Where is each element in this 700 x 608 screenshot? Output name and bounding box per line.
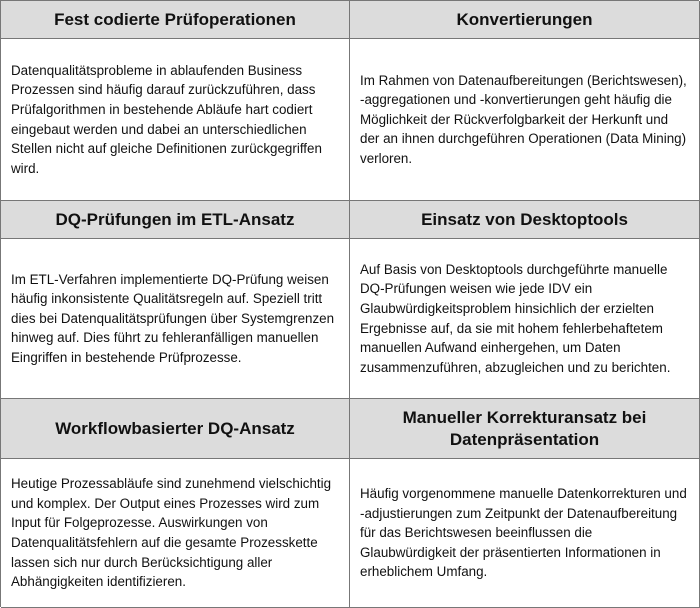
section-title-text: Fest codierte Prüfoperationen xyxy=(54,9,296,29)
section-paragraph: Im Rahmen von Datenaufbereitungen (Berichtswesen), -aggregationen und -konvertierungen geht häufig die Möglichkeit der Rückverfolgbarkeit der Herkunft und der an ihnen durchgeführen Operationen (Data Mining) verloren. xyxy=(360,72,687,166)
section-text-fest-codierte-pruefoperationen xyxy=(1,39,350,201)
section-text-manueller-korrekturansatz xyxy=(350,459,700,608)
section-title-fest-codierte-pruefoperationen xyxy=(1,1,350,39)
section-text-workflowbasiert xyxy=(1,459,350,608)
section-title-manueller-korrekturansatz xyxy=(350,399,700,459)
section-title-text: Konvertierungen xyxy=(456,9,593,29)
section-text-dq-pruefungen-etl xyxy=(1,239,350,399)
section-title-text: Workflowbasierter DQ-Ansatz xyxy=(55,418,295,438)
section-title-text: Einsatz von Desktoptools xyxy=(421,209,628,229)
section-paragraph: Datenqualitätsprobleme in ablaufenden Business Prozessen sind häufig darauf zurückzuführen, dass Prüfalgorithmen in bestehende Abläufe hart codiert eingebaut werden und dabei an unterschiedlichen Stellen nicht auf gleiche Definitionen zurückgegriffen wird. xyxy=(11,62,322,176)
section-title-konvertierungen xyxy=(350,1,700,39)
section-paragraph: Im ETL-Verfahren implementierte DQ-Prüfung weisen häufig inkonsistente Qualitätsregeln auf. Speziell tritt dies bei Datenqualitätsprüfungen über Systemgrenzen hinweg auf. Dies führt zu fehleranfälligen manuellen Eingriffen in bestehende Prüfprozesse. xyxy=(11,271,335,365)
section-text-konvertierungen xyxy=(350,39,700,201)
section-title-text: Manueller Korrekturansatz bei Datenpräsentation xyxy=(402,407,647,449)
section-title-text: DQ-Prüfungen im ETL-Ansatz xyxy=(55,209,295,229)
section-paragraph: Häufig vorgenommene manuelle Datenkorrekturen und -adjustierungen zum Zeitpunkt der Datenaufbereitung für das Berichtswesen beeinflussen die Glaubwürdigkeit der präsentierten Informationen in erheblichem Umfang. xyxy=(360,486,687,580)
section-title-dq-pruefungen-etl xyxy=(1,201,350,239)
section-title-workflowbasiert xyxy=(1,399,350,459)
section-text-desktoptools xyxy=(350,239,700,399)
section-title-desktoptools xyxy=(350,201,700,239)
section-paragraph: Heutige Prozessabläufe sind zunehmend vielschichtig und komplex. Der Output eines Prozesses wird zum Input für Folgeprozesse. Auswirkungen von Datenqualitätsfehlern auf die gesamte Prozesskette lassen sich nur durch Berücksichtigung aller Abhängigkeiten identifizieren. xyxy=(11,476,332,590)
section-paragraph: Auf Basis von Desktoptools durchgeführte manuelle DQ-Prüfungen weisen wie jede IDV ein Glaubwürdigkeitsproblem hinsichlich der erzielten Ergebnisse auf, da sie mit hohem fehlerbehaftetem manuellen Aufwand einhergehen, um Daten zusammenzuführen, abzugleichen und zu berichten. xyxy=(360,261,671,375)
